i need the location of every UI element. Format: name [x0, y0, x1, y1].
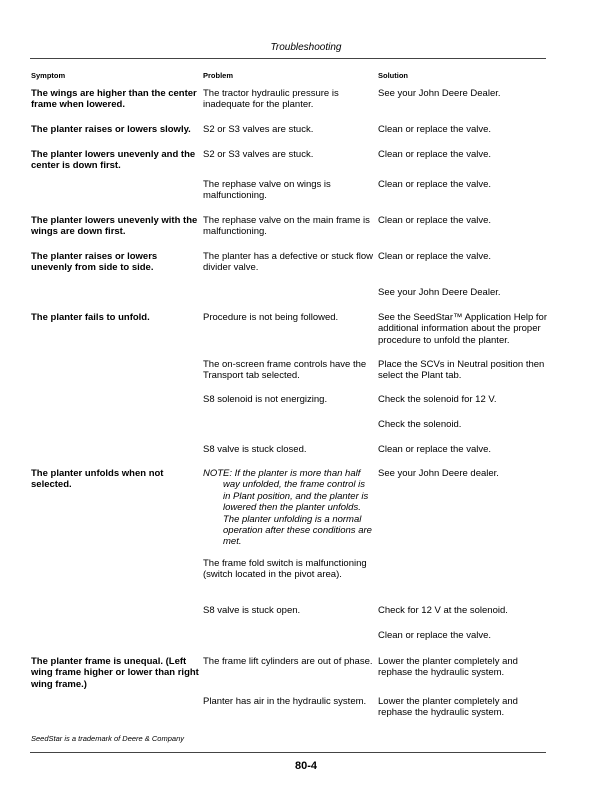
solution-cell: Check the solenoid.	[378, 419, 462, 430]
solution-cell: Clean or replace the valve.	[378, 179, 492, 190]
problem-cell: Procedure is not being followed.	[203, 312, 339, 323]
symptom-cell: The planter raises or lowers slowly.	[31, 124, 191, 135]
footer-divider	[30, 752, 546, 753]
solution-cell: Clean or replace the valve.	[378, 149, 492, 160]
page-header-title: Troubleshooting	[270, 42, 342, 53]
symptom-cell: The wings are higher than the center frame when lowered.	[31, 88, 197, 111]
symptom-cell: The planter raises or lowers unevenly from side to side.	[31, 251, 158, 274]
symptom-cell: The planter lowers unevenly with the wings are down first.	[31, 215, 198, 238]
problem-cell: The rephase valve on wings is malfunctioning.	[203, 179, 331, 202]
note-first-line: NOTE: If the planter is more than half	[203, 468, 361, 479]
solution-cell: Check the solenoid for 12 V.	[378, 394, 497, 405]
solution-cell: Check for 12 V at the solenoid.	[378, 605, 508, 616]
symptom-cell: The planter unfolds when not selected.	[31, 468, 164, 491]
solution-cell: Lower the planter completely and rephase the hydraulic system.	[378, 656, 518, 679]
solution-cell: See your John Deere dealer.	[378, 468, 499, 479]
problem-cell: The frame fold switch is malfunctioning (switch located in the pivot area).	[203, 558, 367, 581]
problem-cell: S2 or S3 valves are stuck.	[203, 124, 314, 135]
solution-cell: Place the SCVs in Neutral position then select the Plant tab.	[378, 359, 545, 382]
symptom-cell: The planter fails to unfold.	[31, 312, 150, 323]
trademark-footnote: SeedStar is a trademark of Deere & Company	[31, 734, 184, 743]
problem-cell: S2 or S3 valves are stuck.	[203, 149, 314, 160]
problem-cell: The tractor hydraulic pressure is inadequate for the planter.	[203, 88, 339, 111]
problem-cell: The planter has a defective or stuck flow divider valve.	[203, 251, 374, 274]
problem-cell: S8 valve is stuck closed.	[203, 444, 307, 455]
solution-cell: Clean or replace the valve.	[378, 444, 492, 455]
column-header-symptom: Symptom	[31, 71, 66, 80]
solution-cell: See your John Deere Dealer.	[378, 287, 501, 298]
column-header-solution: Solution	[378, 71, 408, 80]
solution-cell: Clean or replace the valve.	[378, 124, 492, 135]
note-continuation: way unfolded, the frame control is in Plant position, and the planter is lowered then the planter unfolds. The planter unfolding is a normal operation after these conditions are met.	[223, 479, 372, 548]
solution-cell: Lower the planter completely and rephase the hydraulic system.	[378, 696, 518, 719]
problem-cell: The frame lift cylinders are out of phase.	[203, 656, 373, 667]
solution-cell: Clean or replace the valve.	[378, 630, 492, 641]
solution-cell: See the SeedStar™ Application Help for additional information about the proper procedure to unfold the planter.	[378, 312, 547, 346]
problem-cell: Planter has air in the hydraulic system.	[203, 696, 367, 707]
note-cell	[203, 468, 375, 548]
column-header-problem: Problem	[203, 71, 234, 80]
problem-cell: S8 valve is stuck open.	[203, 605, 301, 616]
page-number: 80-4	[294, 760, 318, 772]
problem-cell: The on-screen frame controls have the Transport tab selected.	[203, 359, 367, 382]
symptom-cell: The planter frame is unequal. (Left wing frame higher or lower than right wing frame.)	[31, 656, 199, 690]
problem-cell: The rephase valve on the main frame is malfunctioning.	[203, 215, 370, 238]
solution-cell: See your John Deere Dealer.	[378, 88, 501, 99]
header-divider	[30, 58, 546, 59]
symptom-cell: The planter lowers unevenly and the center is down first.	[31, 149, 196, 172]
solution-cell: Clean or replace the valve.	[378, 251, 492, 262]
problem-cell: S8 solenoid is not energizing.	[203, 394, 328, 405]
solution-cell: Clean or replace the valve.	[378, 215, 492, 226]
